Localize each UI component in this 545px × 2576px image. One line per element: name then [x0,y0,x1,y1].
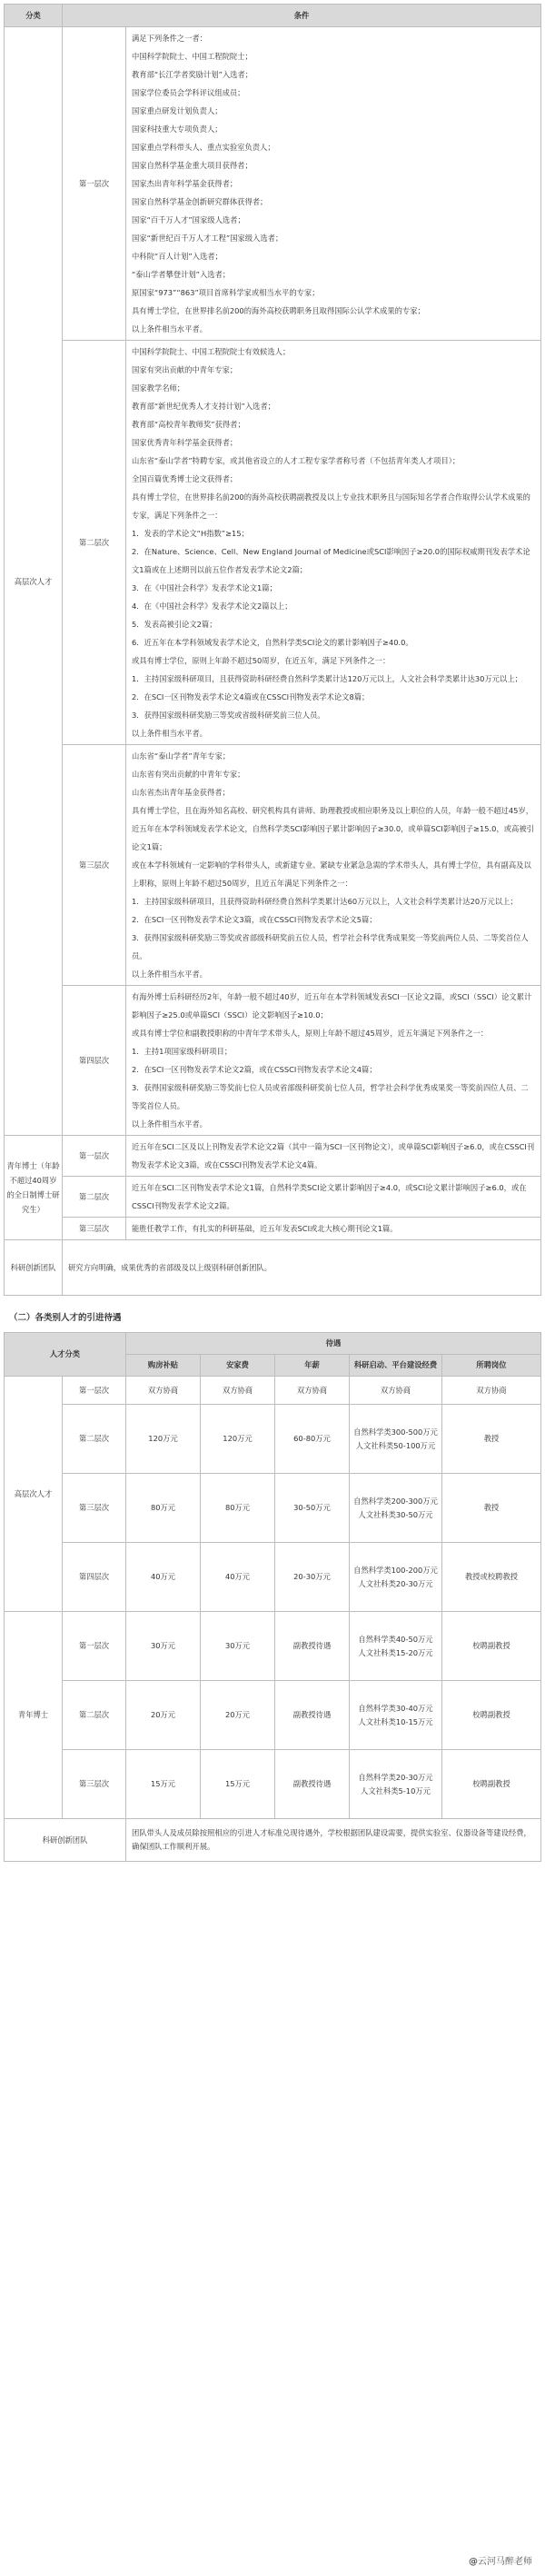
condition-line: 国家“新世纪百千万人才工程”国家级入选者； [132,234,283,243]
header-startup: 科研启动、平台建设经费 [350,1355,442,1377]
treatment-post: 教授 [442,1474,541,1543]
treatment-housing: 30万元 [126,1612,201,1681]
treatment-salary: 双方协商 [275,1377,350,1405]
team-treatment-row [5,1819,541,1862]
team-row [5,1240,541,1296]
condition-line: 或具有博士学位和副教授职称的中青年学术带头人，原则上年龄不超过45周岁，近五年满足下列条件之一： [132,1029,489,1038]
treatment-category: 青年博士 [5,1612,63,1819]
condition-line: 能胜任教学工作，有扎实的科研基础，近五年发表SCI或北大核心期刊论文1篇。 [132,1224,398,1233]
condition-line: 山东省杰出青年基金获得者； [132,788,230,797]
treatment-startup: 自然科学类20-30万元 人文社科类5-10万元 [350,1750,442,1819]
young-conditions [126,1218,541,1240]
condition-line: 以上条件相当水平者。 [132,324,207,333]
treatment-row [5,1612,541,1681]
treatment-row [5,1474,541,1543]
treatment-housing: 120万元 [126,1405,201,1474]
tier-conditions [126,745,541,986]
team-treatment-text: 团队带头人及成员除按照相应的引进人才标准兑现待遇外，学校根据团队建设需要，提供实验室、仪器设备等建设经费，确保团队工作顺利开展。 [126,1819,541,1862]
condition-line: 具有博士学位，在世界排名前200的海外高校获聘职务且取得国际公认学术成果的专家； [132,306,425,315]
header-category: 分类 [5,5,63,27]
tier-label: 第四层次 [63,986,126,1136]
condition-line: 国家自然科学基金创新研究群体获得者； [132,197,268,206]
treatment-settle: 15万元 [201,1750,275,1819]
header-settle: 安家费 [201,1355,275,1377]
condition-line: 3．获得国家级科研奖励三等奖或省部级科研奖前五位人员，哲学社会科学优秀成果奖一等奖前两位人员、二等奖首位人员。 [132,933,529,960]
condition-line: 3．获得国家级科研奖励三等奖前七位人员或省部级科研奖前七位人员，哲学社会科学优秀成果奖一等奖前四位人员、二等奖首位人员。 [132,1083,529,1110]
treatment-row [5,1681,541,1750]
tier-row [5,745,541,986]
header-talent-category: 人才分类 [5,1333,126,1377]
condition-line: 满足下列条件之一者： [132,34,207,43]
treatment-post: 校聘副教授 [442,1612,541,1681]
tier-row [5,341,541,745]
treatment-startup: 双方协商 [350,1377,442,1405]
treatment-housing: 15万元 [126,1750,201,1819]
condition-line: 4．在《中国社会科学》发表学术论文2篇以上； [132,602,292,611]
condition-line: 国家“百千万人才”国家级人选者； [132,215,245,224]
header-housing: 购房补贴 [126,1355,201,1377]
treatment-housing: 80万元 [126,1474,201,1543]
treatment-level: 第三层次 [63,1474,126,1543]
condition-line: 近五年在SCI二区及以上刊物发表学术论文2篇（其中一篇为SCI一区刊物论文），或单篇SCI影响因子≥6.0，或在CSSCI刊物发表学术论文3篇，或在CSSCI刊物发表学术论文4篇。 [132,1142,535,1169]
treatment-startup: 自然科学类100-200万元 人文社科类20-30万元 [350,1543,442,1612]
condition-line: 教育部“长江学者奖励计划”入选者； [132,70,253,79]
header-treatment: 待遇 [126,1333,541,1355]
tier-label: 第一层次 [63,27,126,341]
condition-line: 中国科学院院士、中国工程院院士有效候选人； [132,347,291,356]
condition-line: 中国科学院院士、中国工程院院士； [132,52,253,61]
treatment-row [5,1750,541,1819]
document [4,4,541,1862]
young-conditions [126,1136,541,1177]
header-salary: 年薪 [275,1355,350,1377]
condition-line: 2．在SCI一区刊物发表学术论文2篇，或在CSSCI刊物发表学术论文4篇； [132,1065,377,1074]
treatment-post: 校聘副教授 [442,1681,541,1750]
header-post: 所聘岗位 [442,1355,541,1377]
treatment-housing: 双方协商 [126,1377,201,1405]
young-tier-label: 第三层次 [63,1218,126,1240]
tier-row [5,986,541,1136]
condition-line: 国家杰出青年科学基金获得者； [132,179,238,188]
condition-line: 全国百篇优秀博士论文获得者； [132,474,238,483]
condition-line: 国家教学名师； [132,383,185,393]
tier-row [5,27,541,341]
treatment-level: 第一层次 [63,1612,126,1681]
treatment-post: 教授 [442,1405,541,1474]
condition-line: 近五年在SCI二区刊物发表学术论文1篇，自然科学类SCI论文累计影响因子≥4.0，或SCI论文累计影响因子≥6.0，或在CSSCI刊物发表学术论文2篇。 [132,1183,527,1210]
condition-line: 2．在SCI一区刊物发表学术论文4篇或在CSSCI刊物发表学术论文8篇； [132,692,370,701]
treatment-category: 高层次人才 [5,1377,63,1612]
section-title: （二）各类别人才的引进待遇 [9,1313,122,1323]
condition-line: 5．发表高被引论文2篇； [132,620,217,629]
tier-label: 第二层次 [63,341,126,745]
treatment-row [5,1543,541,1612]
treatment-settle: 120万元 [201,1405,275,1474]
category-research-team: 科研创新团队 [5,1240,63,1296]
condition-line: 以上条件相当水平者。 [132,729,207,738]
condition-line: 教育部“新世纪优秀人才支持计划”入选者； [132,402,275,411]
condition-line: 有海外博士后科研经历2年，年龄一般不超过40岁，近五年在本学科领域发表SCI一区论文2篇，或SCI（SSCI）论文累计影响因子≥25.0或单篇SCI（SSCI）论文影响因子≥10.0； [132,992,532,1019]
treatment-salary: 60-80万元 [275,1405,350,1474]
treatment-startup: 自然科学类30-40万元 人文社科类10-15万元 [350,1681,442,1750]
condition-line: 教育部“高校青年教师奖”获得者； [132,420,245,429]
young-tier-label: 第一层次 [63,1136,126,1177]
tier-conditions [126,986,541,1136]
treatment-startup: 自然科学类300-500万元 人文社科类50-100万元 [350,1405,442,1474]
team-conditions: 研究方向明确，成果优秀的省部级及以上级别科研创新团队。 [63,1240,541,1296]
condition-line: 原国家“973”“863”项目首席科学家或相当水平的专家； [132,288,320,297]
condition-line: 以上条件相当水平者。 [132,1119,207,1129]
tier-conditions [126,341,541,745]
treatment-row [5,1405,541,1474]
condition-line: 1．发表的学术论文“H指数”≥15； [132,529,249,538]
condition-line: 山东省有突出贡献的中青年专家； [132,770,245,779]
treatment-salary: 20-30万元 [275,1543,350,1612]
watermark [465,2551,536,2569]
young-row [5,1136,541,1177]
condition-line: 1．主持1项国家级科研项目； [132,1047,233,1056]
condition-line: “泰山学者攀登计划”入选者； [132,270,231,279]
watermark-at: @ [469,2557,478,2567]
treatment-level: 第一层次 [63,1377,126,1405]
condition-line: 国家学位委员会学科评议组成员； [132,88,245,97]
condition-line: 以上条件相当水平者。 [132,970,207,979]
condition-line: 1．主持国家级科研项目，且获得资助科研经费自然科学类累计达120万元以上，人文社会科学类累计达30万元以上； [132,674,522,683]
condition-line: 2．在Nature、Science、Cell、New England Journal of Medicine或SCI影响因子≥20.0的国际权威期刊发表学术论文1篇或在上述期刊以前五位作者发表学术论文2篇； [132,547,530,574]
condition-line: 国家优秀青年科学基金获得者； [132,438,238,447]
watermark-text: 云河马醉老师 [478,2557,532,2567]
condition-line: 或在本学科领域有一定影响的学科带头人，或新建专业、紧缺专业紧急急需的学术带头人，具有博士学位，具有副高及以上职称，原则上年龄不超过50周岁，且近五年满足下列条件之一： [132,860,531,888]
condition-line: 国家科技重大专项负责人； [132,124,223,134]
tier-conditions [126,27,541,341]
condition-line: 中科院“百人计划”入选者； [132,252,223,261]
header-conditions: 条件 [63,5,541,27]
condition-line: 国家有突出贡献的中青年专家； [132,365,238,374]
condition-line: 或具有博士学位，原则上年龄不超过50周岁，在近五年，满足下列条件之一： [132,656,391,665]
treatment-settle: 80万元 [201,1474,275,1543]
treatment-level: 第二层次 [63,1681,126,1750]
treatment-settle: 20万元 [201,1681,275,1750]
condition-line: 国家自然科学基金重大项目获得者； [132,161,253,170]
treatment-salary: 副教授待遇 [275,1612,350,1681]
tier-label: 第三层次 [63,745,126,986]
treatment-settle: 40万元 [201,1543,275,1612]
condition-line: 山东省“泰山学者”青年专家； [132,751,231,761]
treatment-settle: 双方协商 [201,1377,275,1405]
treatment-post: 双方协商 [442,1377,541,1405]
condition-line: 山东省“泰山学者”特聘专家，或其他省设立的人才工程专家学者称号者（不包括青年类人才项目）； [132,456,461,465]
young-row [5,1177,541,1218]
treatment-post: 校聘副教授 [442,1750,541,1819]
young-row [5,1218,541,1240]
conditions-header-row [5,5,541,27]
conditions-table [4,4,541,1296]
treatment-startup: 自然科学类40-50万元 人文社科类15-20万元 [350,1612,442,1681]
treatment-salary: 30-50万元 [275,1474,350,1543]
condition-line: 3．获得国家级科研奖励三等奖或省级科研奖前三位人员。 [132,711,325,720]
young-tier-label: 第二层次 [63,1177,126,1218]
young-conditions [126,1177,541,1218]
treatment-housing: 20万元 [126,1681,201,1750]
category-young-phd: 青年博士（年龄不超过40周岁的全日制博士研究生） [5,1136,63,1240]
treatment-salary: 副教授待遇 [275,1681,350,1750]
treatment-housing: 40万元 [126,1543,201,1612]
team-treatment-label: 科研创新团队 [5,1819,126,1862]
condition-line: 具有博士学位，且在海外知名高校、研究机构具有讲师、助理教授或相应职务及以上职位的人员，年龄一般不超过45岁，近五年在本学科领域发表学术论文，自然科学类SCI影响因子累计影响因子≥30.0，或单篇SCI影响因子≥15.0，或高被引论文1篇； [132,806,534,851]
treatment-salary: 副教授待遇 [275,1750,350,1819]
treatment-settle: 30万元 [201,1612,275,1681]
condition-line: 1．主持国家级科研项目，且获得资助科研经费自然科学类累计达60万元以上，人文社会科学类累计达20万元以上； [132,897,518,906]
treatment-header-row [5,1333,541,1355]
treatment-row [5,1377,541,1405]
treatment-level: 第四层次 [63,1543,126,1612]
condition-line: 2．在SCI一区刊物发表学术论文3篇，或在CSSCI刊物发表学术论文5篇； [132,915,377,924]
condition-line: 国家重点学科带头人、重点实验室负责人； [132,143,275,152]
category-high-level: 高层次人才 [5,27,63,1136]
treatment-level: 第二层次 [63,1405,126,1474]
condition-line: 具有博士学位，在世界排名前200的海外高校获聘副教授及以上专业技术职务且与国际知名学者合作取得公认学术成果的专家，满足下列条件之一： [132,492,530,520]
treatment-post: 教授或校聘教授 [442,1543,541,1612]
treatment-level: 第三层次 [63,1750,126,1819]
treatment-table [4,1332,541,1862]
condition-line: 国家重点研发计划负责人； [132,106,223,115]
condition-line: 3．在《中国社会科学》发表学术论文1篇； [132,583,277,592]
condition-line: 6．近五年在本学科领域发表学术论文，自然科学类SCI论文的累计影响因子≥40.0。 [132,638,413,647]
treatment-startup: 自然科学类200-300万元 人文社科类30-50万元 [350,1474,442,1543]
